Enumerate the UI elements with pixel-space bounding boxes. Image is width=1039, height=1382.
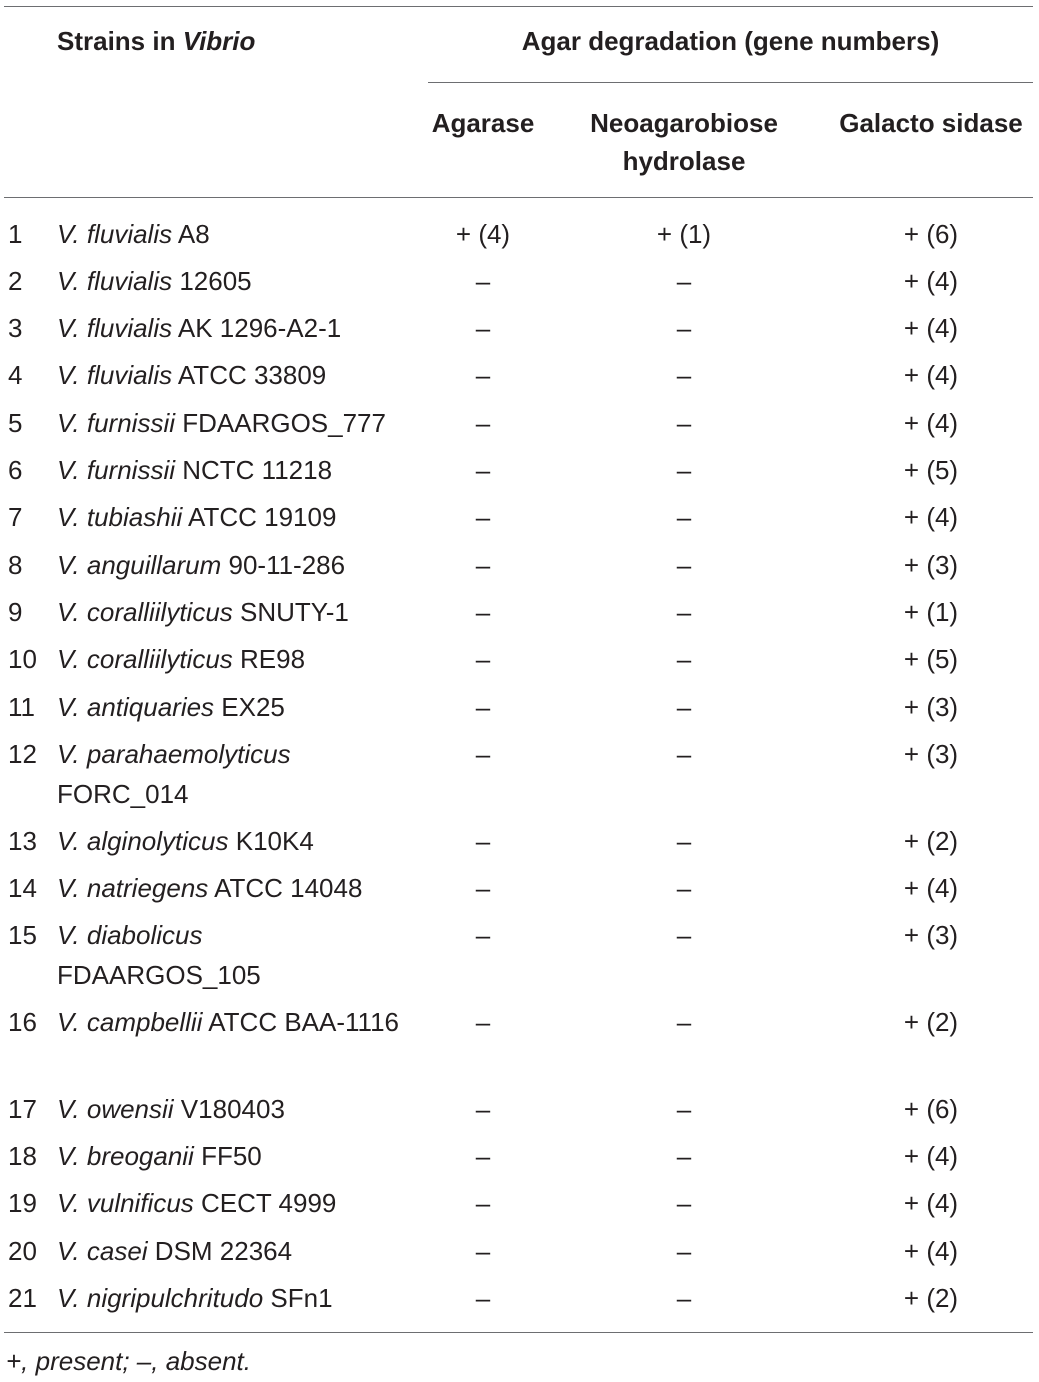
agarase-cell: –: [475, 1283, 491, 1313]
agarase-cell: –: [475, 692, 491, 722]
neoagarobiose-hydrolase-cell: –: [676, 826, 692, 856]
galactosidase-cell: + (3): [903, 550, 959, 580]
agarase-cell: –: [475, 644, 491, 674]
species-name: V. alginolyticus: [57, 826, 229, 856]
agarase-cell: –: [475, 920, 491, 950]
species-name: V. casei: [57, 1236, 148, 1266]
agarase-cell: –: [475, 739, 491, 769]
strain-name: [57, 261, 407, 301]
strain-name: [57, 868, 407, 908]
table-footnote: +, present; –, absent.: [6, 1346, 251, 1376]
row-number: 2: [8, 266, 23, 296]
galactosidase-cell: + (4): [903, 408, 959, 438]
neoagarobiose-hydrolase-cell: –: [676, 739, 692, 769]
species-name: V. coralliilyticus: [57, 644, 233, 674]
neoagarobiose-column-header: [564, 104, 804, 180]
strain-id: V180403: [173, 1094, 285, 1124]
row-number: 10: [8, 644, 37, 674]
strain-name: [57, 308, 407, 348]
galactosidase-cell: + (2): [903, 1007, 959, 1037]
neoagarobiose-header-line2: hydrolase: [622, 146, 746, 176]
neoagarobiose-hydrolase-cell: –: [676, 1094, 692, 1124]
agarase-cell: –: [475, 597, 491, 627]
strain-name: [57, 450, 407, 490]
strain-name: [57, 1136, 407, 1176]
neoagarobiose-hydrolase-cell: –: [676, 1007, 692, 1037]
strain-id: FF50: [193, 1141, 262, 1171]
strain-name: [57, 639, 407, 679]
strain-name: [57, 592, 407, 632]
strain-id: CECT 4999: [193, 1188, 337, 1218]
strain-id: FDAARGOS_777: [175, 408, 386, 438]
strain-id: ATCC 14048: [208, 873, 363, 903]
neoagarobiose-header-line1: Neoagarobiose: [590, 108, 778, 138]
galactosidase-column-header: Galacto sidase: [839, 108, 1023, 138]
agar-degradation-group-header: Agar degradation (gene numbers): [521, 26, 940, 56]
table-bottom-rule: [4, 1332, 1033, 1333]
strains-column-header: [57, 22, 255, 60]
strain-name: [57, 214, 407, 254]
agarase-cell: + (4): [455, 219, 511, 249]
row-number: 19: [8, 1188, 37, 1218]
galactosidase-cell: + (4): [903, 1141, 959, 1171]
strain-name: [57, 497, 407, 537]
row-number: 7: [8, 502, 23, 532]
neoagarobiose-hydrolase-cell: –: [676, 360, 692, 390]
row-number: 9: [8, 597, 23, 627]
galactosidase-cell: + (3): [903, 692, 959, 722]
neoagarobiose-hydrolase-cell: –: [676, 313, 692, 343]
neoagarobiose-hydrolase-cell: + (1): [656, 219, 712, 249]
row-number: 21: [8, 1283, 37, 1313]
galactosidase-cell: + (2): [903, 826, 959, 856]
species-name: V. fluvialis: [57, 360, 173, 390]
strain-name: [57, 821, 407, 861]
neoagarobiose-hydrolase-cell: –: [676, 873, 692, 903]
neoagarobiose-hydrolase-cell: –: [676, 920, 692, 950]
neoagarobiose-hydrolase-cell: –: [676, 1236, 692, 1266]
strain-name: [57, 1089, 407, 1129]
strain-name: [57, 1278, 407, 1318]
strain-id: 90-11-286: [221, 550, 346, 580]
agarase-cell: –: [475, 1188, 491, 1218]
row-number: 6: [8, 455, 23, 485]
galactosidase-cell: + (4): [903, 1236, 959, 1266]
galactosidase-cell: + (4): [903, 313, 959, 343]
strain-id: EX25: [214, 692, 285, 722]
strain-name: [57, 545, 407, 585]
galactosidase-cell: + (2): [903, 1283, 959, 1313]
strain-name: [57, 1183, 407, 1223]
species-name: V. diabolicus: [57, 920, 203, 950]
neoagarobiose-hydrolase-cell: –: [676, 502, 692, 532]
strains-header-genus: Vibrio: [182, 26, 256, 56]
group-header-rule: [428, 82, 1033, 83]
neoagarobiose-hydrolase-cell: –: [676, 644, 692, 674]
species-name: V. owensii: [57, 1094, 174, 1124]
species-name: V. antiquaries: [57, 692, 215, 722]
species-name: V. furnissii: [57, 408, 175, 438]
species-name: V. fluvialis: [57, 266, 173, 296]
species-name: V. breoganii: [57, 1141, 194, 1171]
galactosidase-cell: + (5): [903, 644, 959, 674]
neoagarobiose-hydrolase-cell: –: [676, 1283, 692, 1313]
row-number: 13: [8, 826, 37, 856]
species-name: V. campbellii: [57, 1007, 203, 1037]
species-name: V. parahaemolyticus: [57, 739, 291, 769]
row-number: 12: [8, 739, 37, 769]
agarase-cell: –: [475, 550, 491, 580]
galactosidase-cell: + (4): [903, 360, 959, 390]
species-name: V. fluvialis: [57, 313, 173, 343]
row-number: 20: [8, 1236, 37, 1266]
row-number: 4: [8, 360, 23, 390]
neoagarobiose-hydrolase-cell: –: [676, 692, 692, 722]
galactosidase-cell: + (6): [903, 219, 959, 249]
strain-id: ATCC 33809: [172, 360, 327, 390]
neoagarobiose-hydrolase-cell: –: [676, 455, 692, 485]
strain-name: [57, 734, 407, 814]
agarase-cell: –: [475, 502, 491, 532]
galactosidase-cell: + (3): [903, 739, 959, 769]
agarase-cell: –: [475, 873, 491, 903]
strain-id: SFn1: [263, 1283, 333, 1313]
strain-name: [57, 403, 407, 443]
strain-id: FORC_014: [57, 779, 189, 809]
galactosidase-cell: + (6): [903, 1094, 959, 1124]
agarase-cell: –: [475, 408, 491, 438]
galactosidase-cell: + (4): [903, 502, 959, 532]
row-number: 15: [8, 920, 37, 950]
strain-name: [57, 1231, 407, 1271]
strain-id: ATCC 19109: [182, 502, 337, 532]
neoagarobiose-hydrolase-cell: –: [676, 266, 692, 296]
row-number: 16: [8, 1007, 37, 1037]
row-number: 3: [8, 313, 23, 343]
header-bottom-rule: [4, 197, 1033, 198]
row-number: 17: [8, 1094, 37, 1124]
strain-id: DSM 22364: [147, 1236, 293, 1266]
species-name: V. furnissii: [57, 455, 175, 485]
species-name: V. tubiashii: [57, 502, 183, 532]
strain-name: [57, 915, 407, 995]
strain-id: ATCC BAA-1116: [202, 1007, 399, 1037]
agarase-column-header: Agarase: [431, 108, 535, 138]
row-number: 11: [8, 692, 35, 722]
row-number: 1: [8, 219, 23, 249]
strain-id: RE98: [232, 644, 306, 674]
row-number: 5: [8, 408, 23, 438]
strain-name: [57, 687, 407, 727]
row-number: 18: [8, 1141, 37, 1171]
neoagarobiose-hydrolase-cell: –: [676, 1188, 692, 1218]
neoagarobiose-hydrolase-cell: –: [676, 408, 692, 438]
agarase-cell: –: [475, 360, 491, 390]
species-name: V. fluvialis: [57, 219, 173, 249]
strains-header-prefix: Strains in: [57, 26, 183, 56]
species-name: V. anguillarum: [57, 550, 222, 580]
galactosidase-cell: + (4): [903, 266, 959, 296]
row-number: 14: [8, 873, 37, 903]
strain-id: K10K4: [228, 826, 314, 856]
neoagarobiose-hydrolase-cell: –: [676, 550, 692, 580]
galactosidase-cell: + (1): [903, 597, 959, 627]
row-number: 8: [8, 550, 23, 580]
neoagarobiose-hydrolase-cell: –: [676, 1141, 692, 1171]
strain-id: SNUTY-1: [232, 597, 349, 627]
species-name: V. natriegens: [57, 873, 209, 903]
strain-name: [57, 1002, 407, 1042]
strain-name: [57, 355, 407, 395]
agarase-cell: –: [475, 1236, 491, 1266]
agarase-cell: –: [475, 266, 491, 296]
strain-id: NCTC 11218: [175, 455, 333, 485]
galactosidase-cell: + (4): [903, 1188, 959, 1218]
strain-id: FDAARGOS_105: [57, 960, 261, 990]
agarase-cell: –: [475, 455, 491, 485]
agarase-cell: –: [475, 826, 491, 856]
agarase-cell: –: [475, 313, 491, 343]
galactosidase-cell: + (4): [903, 873, 959, 903]
species-name: V. nigripulchritudo: [57, 1283, 264, 1313]
strain-id: AK 1296-A2-1: [172, 313, 342, 343]
galactosidase-cell: + (3): [903, 920, 959, 950]
species-name: V. vulnificus: [57, 1188, 194, 1218]
galactosidase-cell: + (5): [903, 455, 959, 485]
agarase-cell: –: [475, 1094, 491, 1124]
species-name: V. coralliilyticus: [57, 597, 233, 627]
strain-id: A8: [172, 219, 210, 249]
neoagarobiose-hydrolase-cell: –: [676, 597, 692, 627]
agarase-cell: –: [475, 1007, 491, 1037]
table-top-rule: [4, 6, 1033, 7]
agarase-cell: –: [475, 1141, 491, 1171]
strain-id: 12605: [172, 266, 252, 296]
